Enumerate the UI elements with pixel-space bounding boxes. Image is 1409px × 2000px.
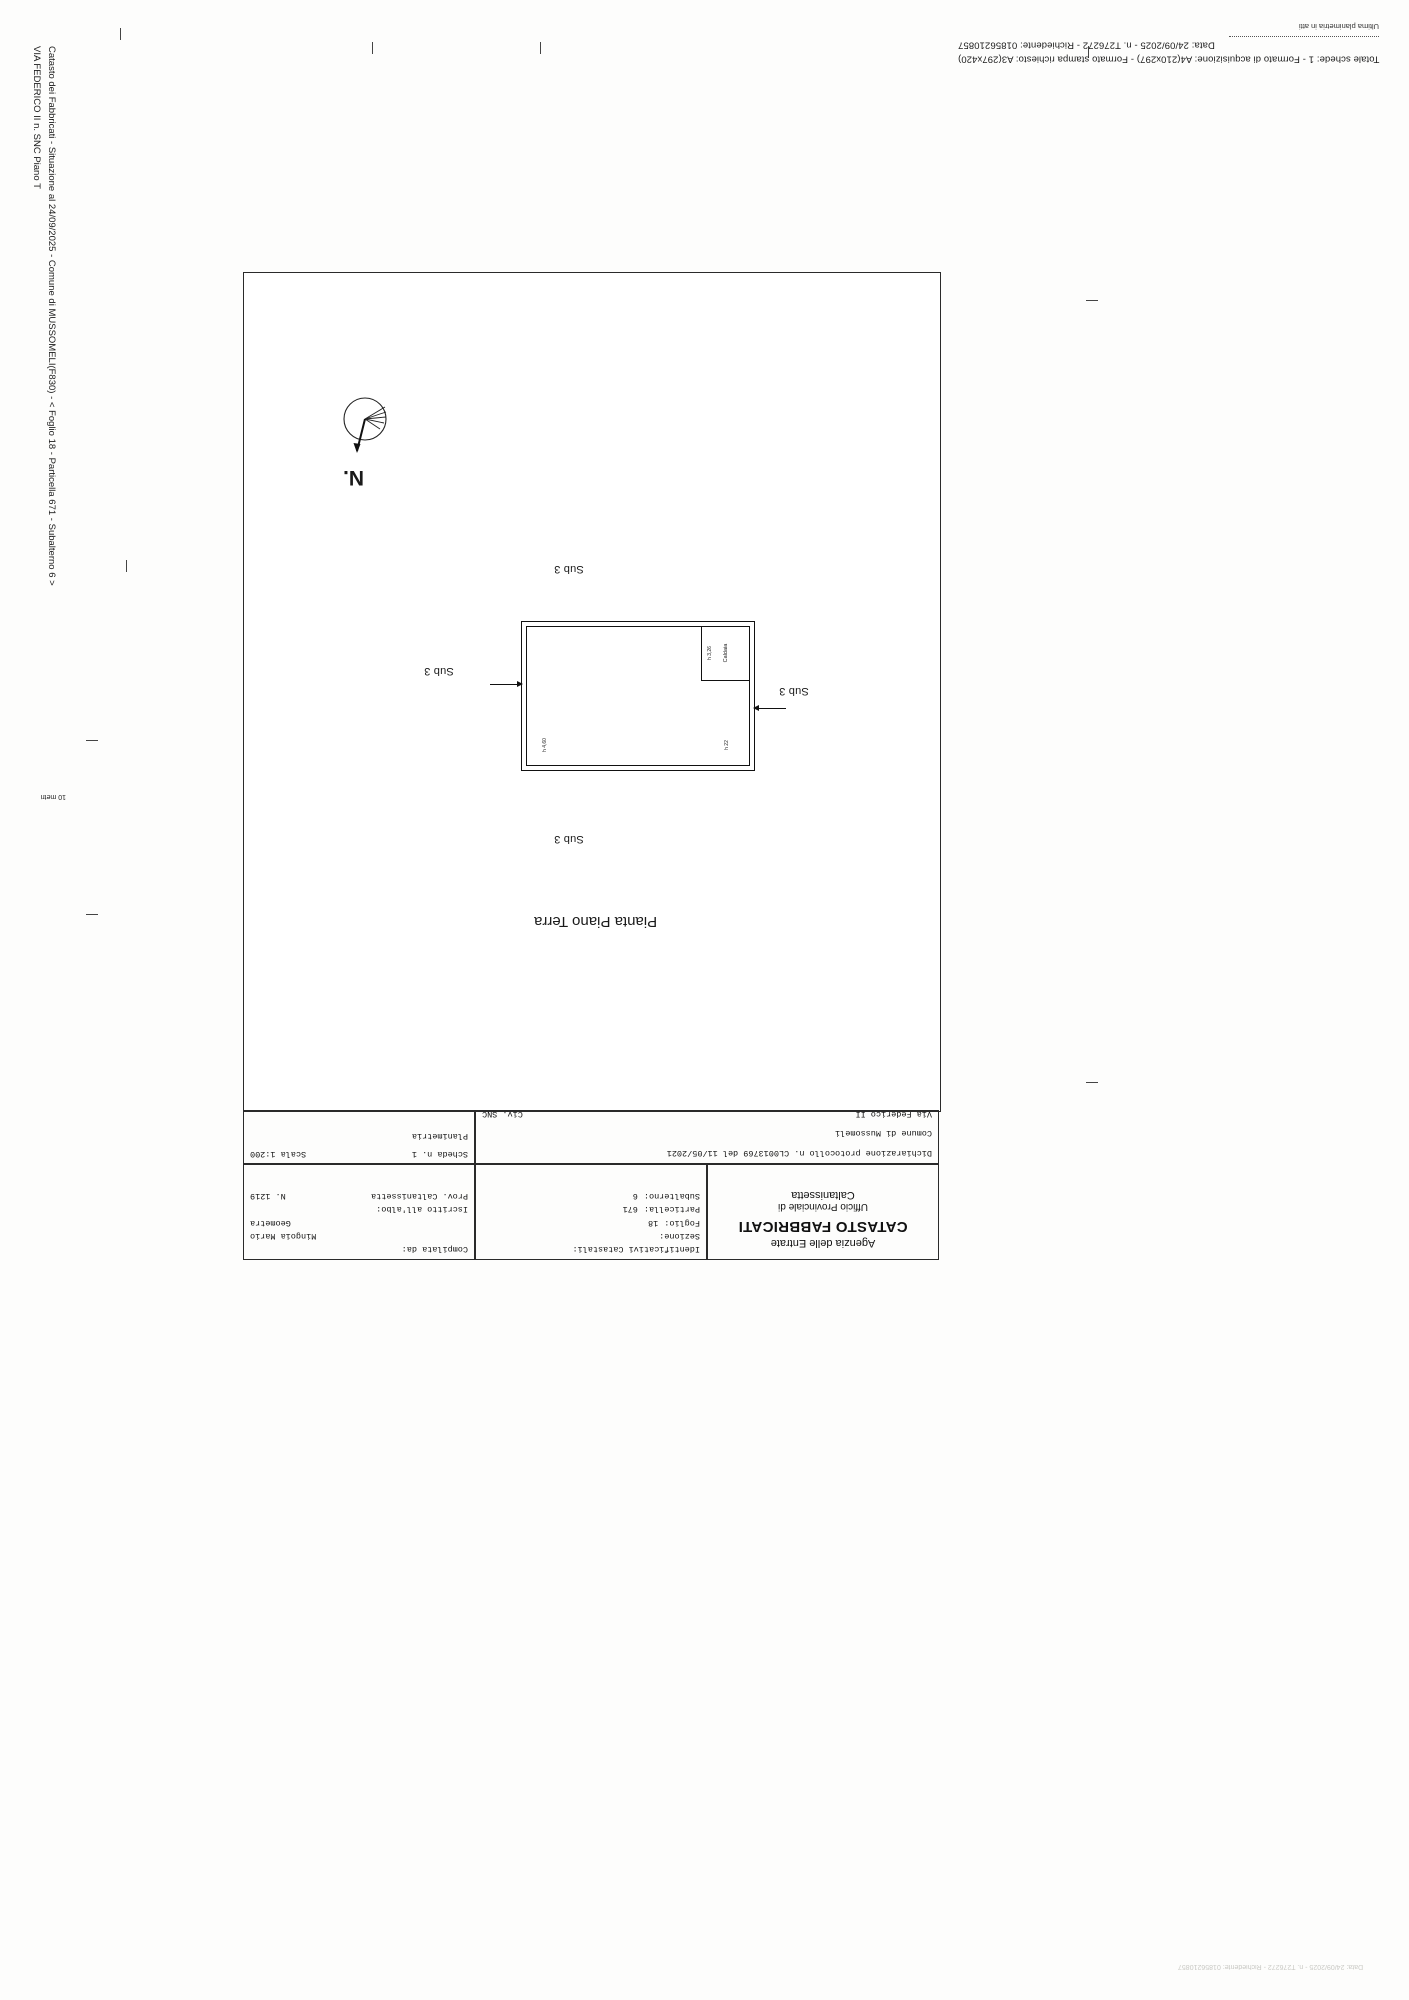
cadastral-ids-foglio <box>482 1215 700 1228</box>
particella-label: Particella: <box>643 1204 700 1215</box>
north-arrow-icon <box>339 393 409 493</box>
header-line-date-request: Data: 24/09/2025 - n. T276272 - Richiedente: 01856210857 <box>957 39 1215 51</box>
foglio-value: 18 <box>648 1217 659 1228</box>
plan-dimension-right: h 22 <box>724 740 731 750</box>
plan-dimension-left: h 4,60 <box>541 738 548 752</box>
room-caldaia-dimension: h 3,26 <box>707 646 713 660</box>
cadastral-ids-sezione <box>482 1229 700 1242</box>
cadastral-ids-subalterno <box>482 1189 700 1202</box>
crop-tick-right-2 <box>1086 300 1098 301</box>
agency-registry: CATASTO FABBRICATI <box>738 1218 908 1235</box>
sub-label-left: Sub 3 <box>424 665 454 677</box>
header-last-plan-note: Ultima planimetria in atti <box>1298 22 1379 31</box>
side-strip-caption <box>29 46 58 606</box>
cadastral-ids-particella <box>482 1202 700 1215</box>
crop-tick-left-1 <box>86 740 98 741</box>
drawing-frame <box>243 272 941 1112</box>
title-block <box>243 1110 939 1260</box>
crop-tick-left-3 <box>126 560 127 572</box>
compiler-register-prov: Prov. Caltanissetta <box>371 1191 468 1202</box>
subalterno-label: Subalterno: <box>643 1191 700 1202</box>
compiler-label: Compilata da: <box>401 1244 468 1254</box>
floor-plan-shape <box>521 621 755 771</box>
declaration-protocol: Dichiarazione protocollo n. CL0013769 del 11/05/2021 <box>666 1148 932 1158</box>
cadastral-ids-cell <box>475 1164 707 1260</box>
declaration-address: Via Federico II <box>855 1108 932 1119</box>
room-caldaia <box>701 626 750 681</box>
entrance-arrow-right-icon <box>754 708 786 709</box>
subalterno-value: 6 <box>632 1191 638 1202</box>
crop-tick-top-1 <box>120 28 121 40</box>
header-rule <box>1229 36 1379 37</box>
sub-label-bottom: Sub 3 <box>554 833 584 845</box>
header-metadata <box>958 38 1379 66</box>
agency-office-label: Ufficio Provinciale di <box>778 1201 868 1212</box>
side-strip-line-2: VIA FEDERICO II n. SNC Piano T <box>31 46 43 189</box>
foglio-label: Foglio: <box>664 1217 700 1228</box>
side-strip-line-1: Catasto dei Fabbricati - Situazione al 24/09/2025 - Comune di MUSSOMELI(F830) - < Foglio 18 - Particella 671 - Subalterno 6 > <box>46 46 57 586</box>
footer-ghost-text: Data: 24/09/2025 - n. T276272 - Richiedente: 01856210857 <box>1177 1963 1363 1970</box>
declaration-cell <box>475 1110 939 1164</box>
particella-value: 671 <box>622 1204 638 1215</box>
compiler-register-number: N. 1219 <box>250 1191 286 1202</box>
agency-name: Agenzia delle Entrate <box>770 1237 876 1249</box>
scala-value: Scala 1:200 <box>250 1149 307 1159</box>
declaration-civic: Civ. SNC <box>482 1108 523 1119</box>
scale-bar-label: 10 metri <box>40 793 66 800</box>
compiler-name: Mingoia Mario <box>250 1230 317 1241</box>
sub-label-right: Sub 3 <box>779 685 809 697</box>
compiler-register-label: Iscritto all'albo: <box>376 1204 468 1215</box>
crop-tick-top-2 <box>372 42 373 54</box>
north-label: N. <box>343 466 364 489</box>
cadastral-ids-title: Identificativi Catastali: <box>572 1244 700 1254</box>
plan-title: Pianta Piano Terra <box>534 913 658 930</box>
room-caldaia-label: Caldaia <box>723 643 729 663</box>
agency-office-city: Caltanissetta <box>791 1189 855 1201</box>
header-line-formats: Totale schede: 1 - Formato di acquisizione: A4(210x297) - Formato stampa richiesto: A3(297x420) <box>957 53 1379 65</box>
planimetria-label: Planimetria <box>411 1131 468 1141</box>
compiler-qualification: Geometra <box>250 1217 291 1228</box>
entrance-arrow-left-icon <box>490 684 522 685</box>
crop-tick-left-2 <box>86 914 98 915</box>
scheda-number: Scheda n. 1 <box>411 1149 468 1159</box>
scale-cell <box>243 1110 475 1164</box>
declaration-comune: Comune di Mussomeli <box>835 1128 932 1139</box>
agency-cell <box>707 1164 939 1260</box>
crop-tick-top-3 <box>540 42 541 54</box>
compiler-cell <box>243 1164 475 1260</box>
sub-label-top: Sub 3 <box>554 563 584 575</box>
sezione-label: Sezione: <box>659 1230 700 1241</box>
crop-tick-right-3 <box>1086 1082 1098 1083</box>
